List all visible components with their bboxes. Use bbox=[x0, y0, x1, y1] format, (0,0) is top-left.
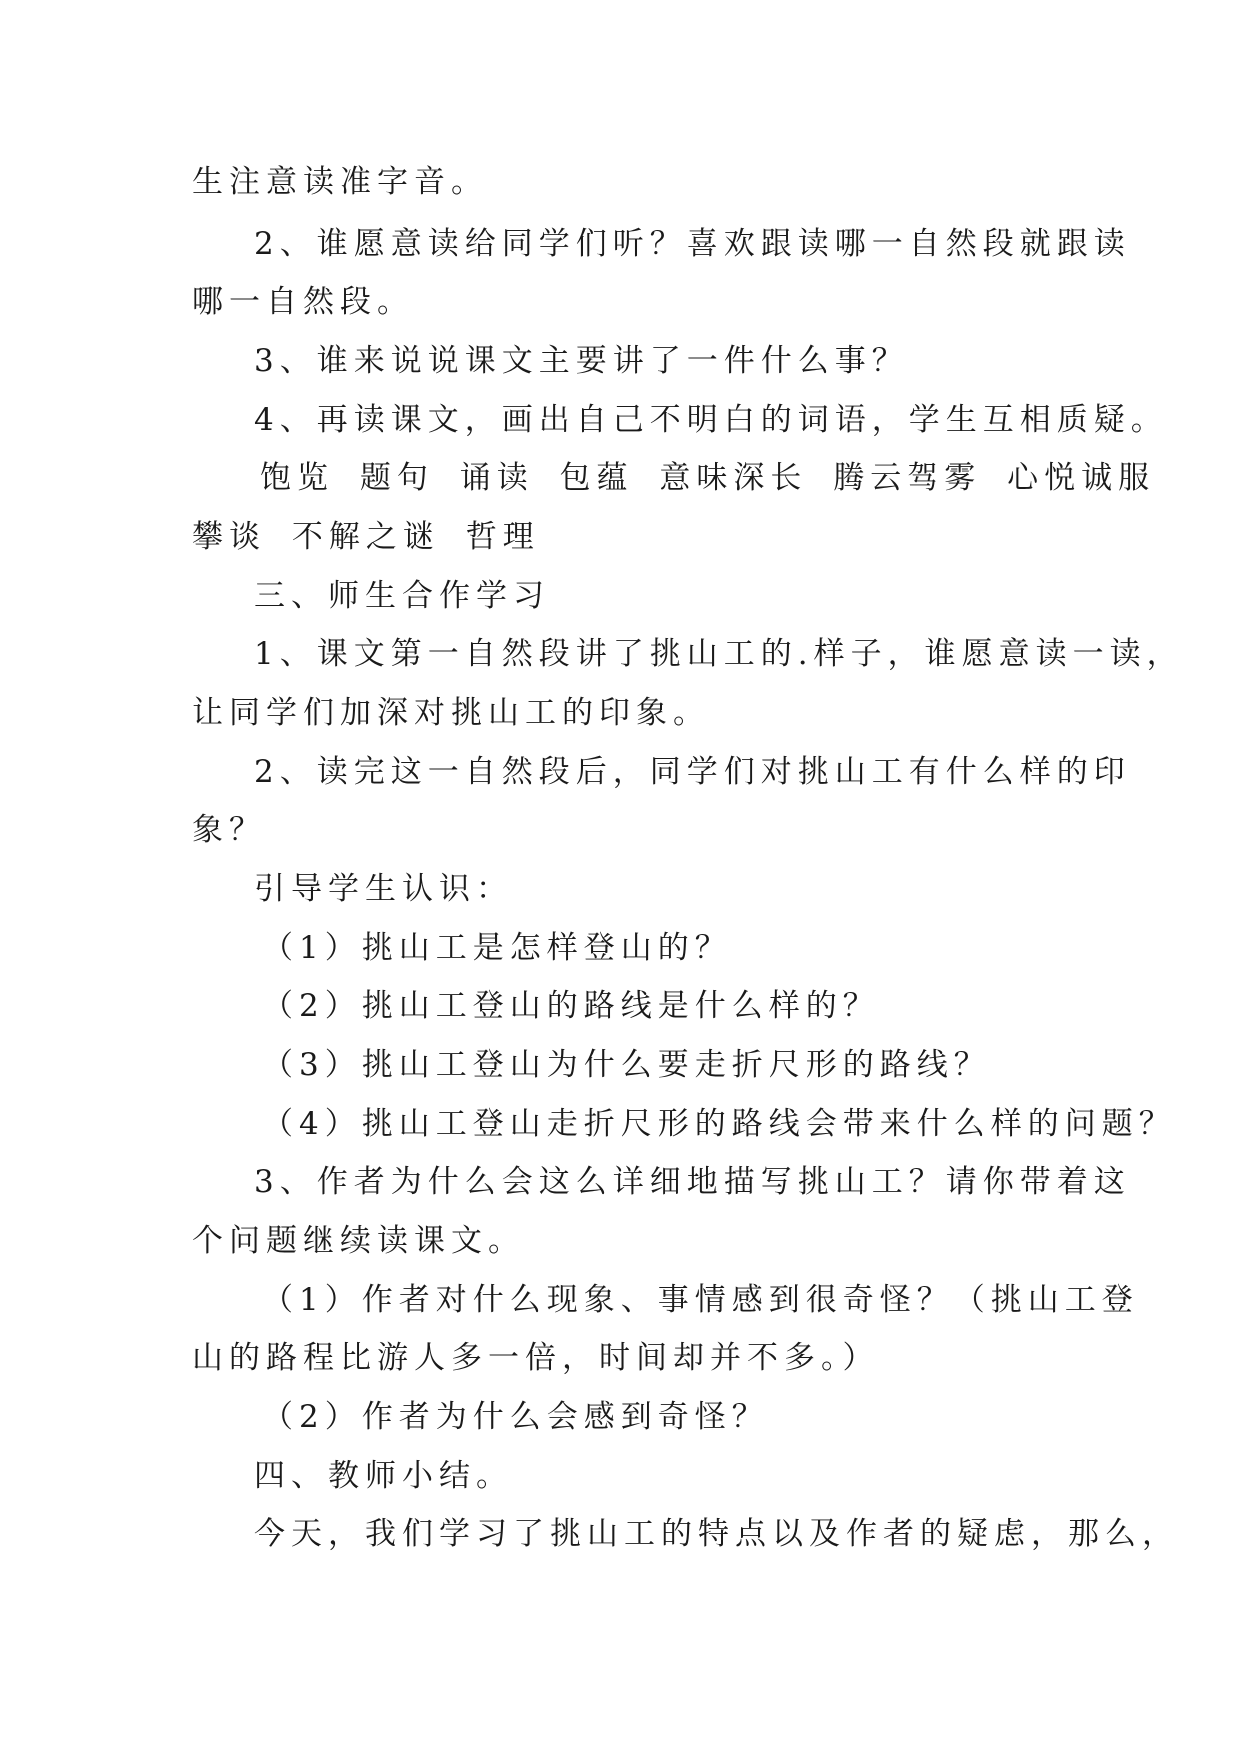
text-line: 山的路程比游人多一倍，时间却并不多。） bbox=[192, 1340, 880, 1376]
text-line: 2、谁愿意读给同学们听？喜欢跟读哪一自然段就跟读 bbox=[254, 226, 1131, 262]
text-line: 2、读完这一自然段后，同学们对挑山工有什么样的印 bbox=[254, 754, 1131, 790]
text-line: 4、再读课文，画出自己不明白的词语，学生互相质疑。 bbox=[254, 402, 1168, 438]
text-line: 1、课文第一自然段讲了挑山工的.样子，谁愿意读一读， bbox=[254, 636, 1184, 672]
text-line: 生注意读准字音。 bbox=[192, 164, 488, 200]
text-line: 哪一自然段。 bbox=[192, 284, 414, 320]
text-line: 象？ bbox=[192, 812, 266, 848]
vocabulary-line: 攀谈 不解之谜 哲理 bbox=[192, 519, 540, 555]
list-item: （2）作者为什么会感到奇怪？ bbox=[262, 1399, 769, 1435]
text-line: 3、谁来说说课文主要讲了一件什么事？ bbox=[254, 343, 909, 379]
text-line: 引导学生认识： bbox=[254, 871, 513, 907]
text-line: 个问题继续读课文。 bbox=[192, 1223, 525, 1259]
section-heading: 三、师生合作学习 bbox=[254, 578, 550, 614]
text-line: 今天，我们学习了挑山工的特点以及作者的疑虑，那么， bbox=[254, 1516, 1179, 1552]
list-item: （1）挑山工是怎样登山的？ bbox=[262, 930, 732, 966]
list-item: （3）挑山工登山为什么要走折尺形的路线？ bbox=[262, 1047, 991, 1083]
list-item: （2）挑山工登山的路线是什么样的？ bbox=[262, 988, 880, 1024]
vocabulary-line: 饱览 题句 诵读 包蕴 意味深长 腾云驾雾 心悦诚服 bbox=[260, 460, 1156, 496]
section-heading: 四、教师小结。 bbox=[254, 1458, 513, 1494]
text-line: 让同学们加深对挑山工的印象。 bbox=[192, 695, 710, 731]
text-line: 3、作者为什么会这么详细地描写挑山工？请你带着这 bbox=[254, 1164, 1131, 1200]
list-item: （4）挑山工登山走折尺形的路线会带来什么样的问题？ bbox=[262, 1106, 1176, 1142]
list-item: （1）作者对什么现象、事情感到很奇怪？（挑山工登 bbox=[262, 1282, 1139, 1318]
